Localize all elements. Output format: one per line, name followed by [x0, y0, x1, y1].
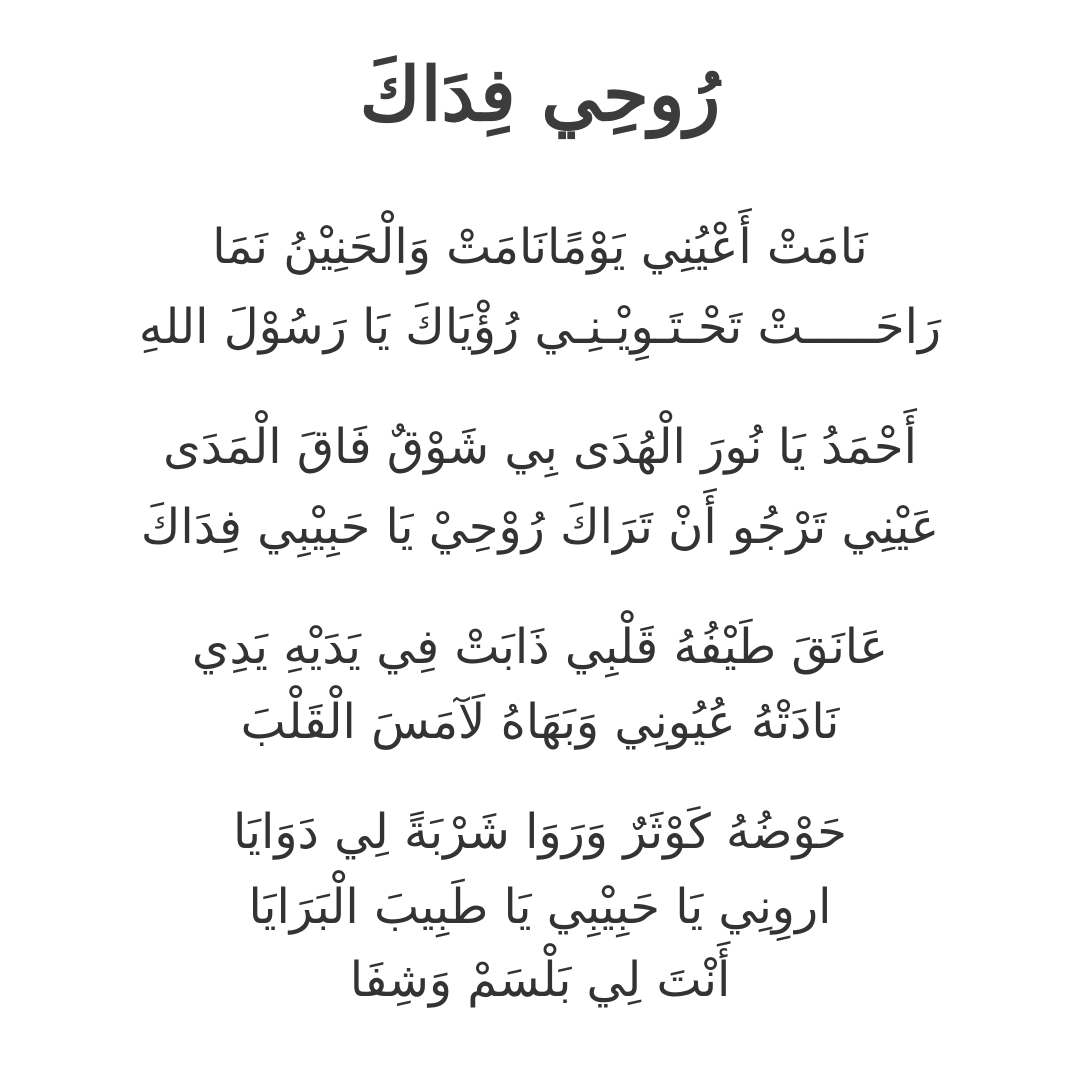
- poem-line: حَوْضُهُ كَوْثَرٌ وَرَوَا شَرْبَةً لِي دَوَايَا: [233, 804, 847, 860]
- poem-line: اروِنِي يَا حَبِيْبِي يَا طَبِيبَ الْبَرَايَا: [248, 879, 832, 935]
- poem-line: رَاحَـــــتْ تَحْـتَـوِيْـنِـي رُؤْيَاكَ يَا رَسُوْلَ اللهِ: [138, 299, 942, 355]
- poem-line: أَنْتَ لِي بَلْسَمْ وَشِفَا: [349, 952, 731, 1008]
- poem-line: عَانَقَ طَيْفُهُ قَلْبِي ذَابَتْ فِي يَدَيْهِ يَدِي: [191, 619, 889, 675]
- poem-line: أَحْمَدُ يَا نُورَ الْهُدَى بِي شَوْقٌ فَاقَ الْمَدَى: [163, 419, 917, 475]
- poem-title: رُوحِي فِدَاكَ: [359, 52, 721, 138]
- poem-line: نَامَتْ أَعْيُنِي يَوْمًانَامَتْ وَالْحَنِيْنُ نَمَا: [212, 219, 868, 275]
- poem-line: عَيْنِي تَرْجُو أَنْ تَرَاكَ رُوْحِيْ يَا حَبِيْبِي فِدَاكَ: [140, 499, 940, 555]
- poem-line: نَادَتْهُ عُيُونِي وَبَهَاهُ لَآمَسَ الْقَلْبَ: [240, 694, 840, 750]
